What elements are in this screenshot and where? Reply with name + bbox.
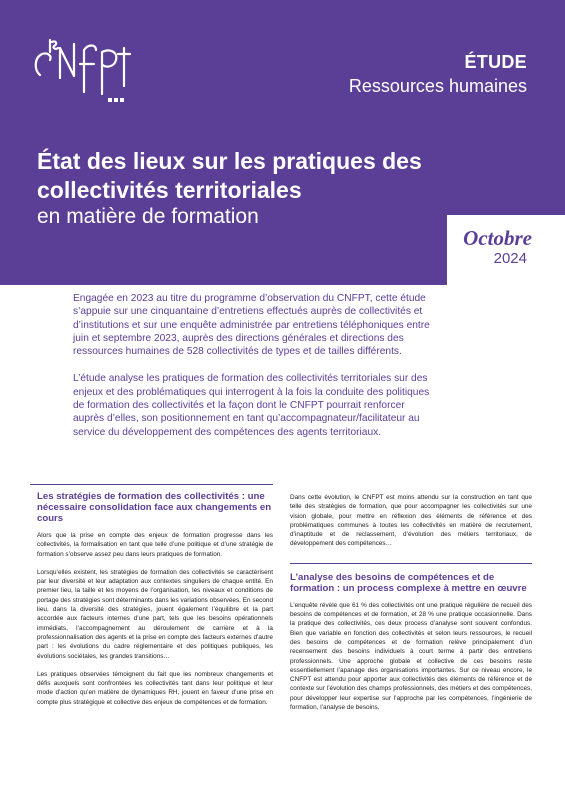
- section-divider: [30, 484, 273, 485]
- body-paragraph: Alors que la prise en compte des enjeux de formation progresse dans les collectivités, la formalisation en tant que telle d’une politique et d’une stratégie de formation s’observe assez peu dans leurs pratiques de formation.: [37, 532, 273, 558]
- body-paragraph: L’enquête révèle que 61 % des collectivités ont une pratique régulière de recueil des besoins de compétences et de formation, et 28 % une pratique occasionnelle. Dans la pratique des collectivités, ces deux process d’analyse sont souvent confondus. Bien que variable en fonction des collectivités et selon leurs ressources, le recueil des besoins de compétences et de formation relève principalement d’un recensement des besoins individuels à court terme à partir des entretiens professionnels. Une approche globale et collective de ces besoins reste essentiellement l’apanage des organisations importantes. Sur ce niveau encore, le CNFPT est attendu pour apporter aux collectivités des éléments de référence et de contexte sur l’évolution des champs professionnels, des métiers et des compétences, pour développer leur expertise sur l’approche par les compétences, l’ingénierie de formation, l’analyse de besoins.: [290, 601, 532, 712]
- body-paragraph: Dans cette évolution, le CNFPT est moins attendu sur la construction en tant que telle des stratégies de formation, que pour accompagner les collectivités sur une vision globale, pour mettre en réflexion des éléments de référence et des problématiques communes à toutes les collectivités en matière de recrutement, d’inaptitude et de reclassement, d’évolution des métiers territoriaux, de développement des compétences…: [290, 494, 532, 548]
- left-column: [37, 491, 273, 716]
- intro-paragraph: Engagée en 2023 au titre du programme d’observation du CNFPT, cette étude s’appuie sur une cinquantaine d’entretiens effectués auprès de collectivités et d’institutions et sur une enquête administrée par entretiens téléphoniques entre juin et septembre 2023, auprès des directions générales et directions des ressources humaines de 528 collectivités de types et de tailles différents.: [73, 293, 430, 358]
- section-heading: Les stratégies de formation des collectivités : une nécessaire consolidation face aux changements en cours: [37, 491, 272, 524]
- cnfpt-logo: [30, 30, 140, 110]
- document-type: ÉTUDE: [464, 52, 527, 72]
- intro-paragraph: L’étude analyse les pratiques de formation des collectivités territoriales sur des enjeux et des problématiques qui interrogent à la fois la conduite des politiques de formation des collectivités et la façon dont le CNFPT pourrait renforcer auprès d’elles, son positionnement en tant qu’accompagnateur/facilitateur au service du développement des compétences des agents territoriaux.: [73, 373, 430, 438]
- section-heading: L’analyse des besoins de compétences et de formation : un process complexe à mettre en œuvre: [290, 571, 527, 594]
- right-column: [290, 493, 532, 721]
- body-paragraph: Les pratiques observées témoignent du fait que les nombreux changements et défis auxquels sont confrontées les collectivités tant dans leur politique et leur mode d’action qu’en matière de dynamiques RH, jouent en faveur d’une prise en compte plus stratégique et collective des enjeux de compétences et de formation.: [37, 670, 273, 706]
- page-subtitle: en matière de formation: [37, 205, 259, 228]
- document-category: Ressources humaines: [348, 76, 527, 96]
- section-divider: [290, 563, 532, 564]
- intro: [73, 292, 433, 453]
- body-paragraph: Lorsqu’elles existent, les stratégies de formation des collectivités se caractérisent par leur diversité et leur adaptation aux contextes singuliers de chaque entité. En premier lieu, la taille et les moyens de l’organisation, les niveaux et conditions de portage des stratégies sont déterminants dans les variations observées. En second lieu, dans la diversité des stratégies, jouent également l’équilibre et la part accordée aux facteurs internes d’une part, tels que les besoins opérationnels immédiats, l’accompagnement au déroulement de carrière et à la professionnalisation des agents et la prise en compte des facteurs externes d’autre part : les évolutions du cadre réglementaire et des politiques publiques, les évolutions sociétales, les grandes transitions…: [37, 568, 273, 660]
- date-month: Octobre: [463, 226, 532, 250]
- date-year: 2024: [493, 250, 527, 267]
- page-title: État des lieux sur les pratiques des collectivités territoriales: [37, 148, 422, 203]
